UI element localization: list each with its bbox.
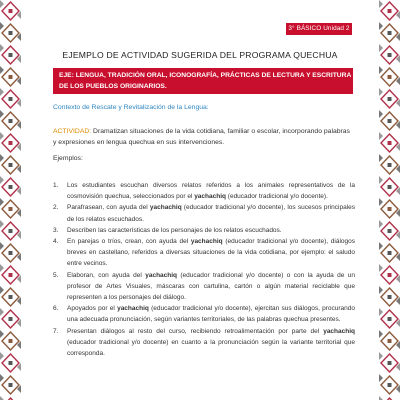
border-dot <box>9 339 13 343</box>
list-item <box>53 303 355 325</box>
item-number: 6. <box>53 305 59 313</box>
border-dot <box>388 229 392 233</box>
examples-label: Ejemplos: <box>53 155 83 162</box>
border-dot <box>388 31 392 35</box>
border-dot <box>9 317 13 321</box>
border-dot <box>9 53 13 57</box>
examples-list <box>53 180 355 359</box>
border-dot <box>9 295 13 299</box>
border-dot <box>9 361 13 365</box>
item-text: (educador tradicional y/o docente), los sucesos principales de los relatos escuchados. <box>67 204 355 223</box>
border-dot <box>9 273 13 277</box>
item-number: 2. <box>53 204 59 212</box>
item-keyword: yachachiq <box>323 327 355 335</box>
border-dot <box>388 75 392 79</box>
item-number: 4. <box>53 238 59 246</box>
item-text: (educador tradicional y/o docente), diálogos breves en castellano, referidos a diversas situaciones de la vida cotidiana, por ejemplo: el saludo entre vecinos. <box>67 238 355 268</box>
item-keyword: yachachiq <box>145 271 178 279</box>
border-dot <box>388 119 392 123</box>
list-item <box>53 236 355 270</box>
border-dot <box>9 383 13 387</box>
item-text: Apoyados por el <box>67 305 118 313</box>
item-number: 1. <box>53 182 59 189</box>
activity-paragraph <box>53 126 355 148</box>
border-dot <box>9 75 13 79</box>
border-dot <box>9 141 13 145</box>
list-item <box>53 326 355 360</box>
border-dot <box>9 251 13 255</box>
right-decorative-border <box>379 0 400 400</box>
item-keyword: yachachiq <box>117 305 149 313</box>
border-dot <box>9 185 13 189</box>
list-item <box>53 270 355 304</box>
item-keyword: yachachiq <box>190 238 223 246</box>
item-text: (educador tradicional y/o docente). <box>225 193 328 201</box>
item-number: 5. <box>53 271 59 279</box>
item-text: Parafrasean, con ayuda del <box>67 204 150 212</box>
border-dot <box>9 97 13 101</box>
axis-banner: EJE: LENGUA, TRADICIÓN ORAL, ICONOGRAFÍA, PRÁCTICAS DE LECTURA Y ESCRITURA DE LOS PUEBLOS ORIGINARIOS. <box>53 68 353 94</box>
border-dot <box>388 9 392 13</box>
list-item <box>53 202 355 224</box>
border-dot <box>388 141 392 145</box>
border-dot <box>388 361 392 365</box>
item-text: (educador tradicional y/o docente) o con la ayuda de un profesor de Artes Visuales, máscaras con cartulina, cartón o algún material reciclable que representen a los personajes del diálogo. <box>67 271 355 302</box>
item-text: Describen las características de los personajes de los relatos escuchados. <box>67 226 282 234</box>
border-dot <box>9 163 13 167</box>
activity-label: ACTIVIDAD: <box>53 128 92 135</box>
item-text: En parejas o tríos, crean, con ayuda del <box>67 238 191 246</box>
grade-unit-badge: 3° BÁSICO Unidad 2 <box>286 23 352 35</box>
item-keyword: yachachiq <box>149 204 182 212</box>
border-dot <box>388 53 392 57</box>
border-dot <box>388 97 392 101</box>
item-text: (educador tradicional y/o docente) en cuanto a la pronunciación según la variante territorial que corresponda. <box>67 338 355 358</box>
border-dot <box>388 251 392 255</box>
context-subtitle: Contexto de Rescate y Revitalización de la Lengua: <box>53 104 209 111</box>
border-dot <box>9 119 13 123</box>
border-dot <box>388 317 392 321</box>
list-item <box>53 180 355 202</box>
border-dot <box>388 273 392 277</box>
border-dot <box>9 31 13 35</box>
item-text: (educador tradicional y/o docente), ejercitan sus diálogos, procurando una adecuada pronunciación, según variantes territoriales, de las palabras quechua presentes. <box>67 305 355 324</box>
border-dot <box>388 207 392 211</box>
border-dot <box>9 9 13 13</box>
left-decorative-border <box>0 0 21 400</box>
activity-text: Dramatizan situaciones de la vida cotidiana, familiar o escolar, incorporando palabras y expresiones en lengua quechua en sus intervenciones. <box>53 128 350 146</box>
item-text: Los estudiantes escuchan diversos relatos referidos a los animales representativos de la cosmovisión quechua, seleccionados por el <box>67 182 355 201</box>
border-dot <box>388 185 392 189</box>
item-number: 7. <box>53 327 59 335</box>
border-dot <box>388 339 392 343</box>
border-dot <box>9 207 13 211</box>
item-text: Elaboran, con ayuda del <box>67 271 146 279</box>
list-item <box>53 225 355 236</box>
border-dot <box>388 163 392 167</box>
item-text: Presentan diálogos al resto del curso, recibiendo retroalimentación por parte del <box>67 327 324 335</box>
border-dot <box>9 229 13 233</box>
border-dot <box>388 295 392 299</box>
item-keyword: yachachiq <box>194 193 226 201</box>
page-title: EJEMPLO DE ACTIVIDAD SUGERIDA DEL PROGRAMA QUECHUA <box>62 50 338 60</box>
border-dot <box>388 383 392 387</box>
item-number: 3. <box>53 226 59 234</box>
